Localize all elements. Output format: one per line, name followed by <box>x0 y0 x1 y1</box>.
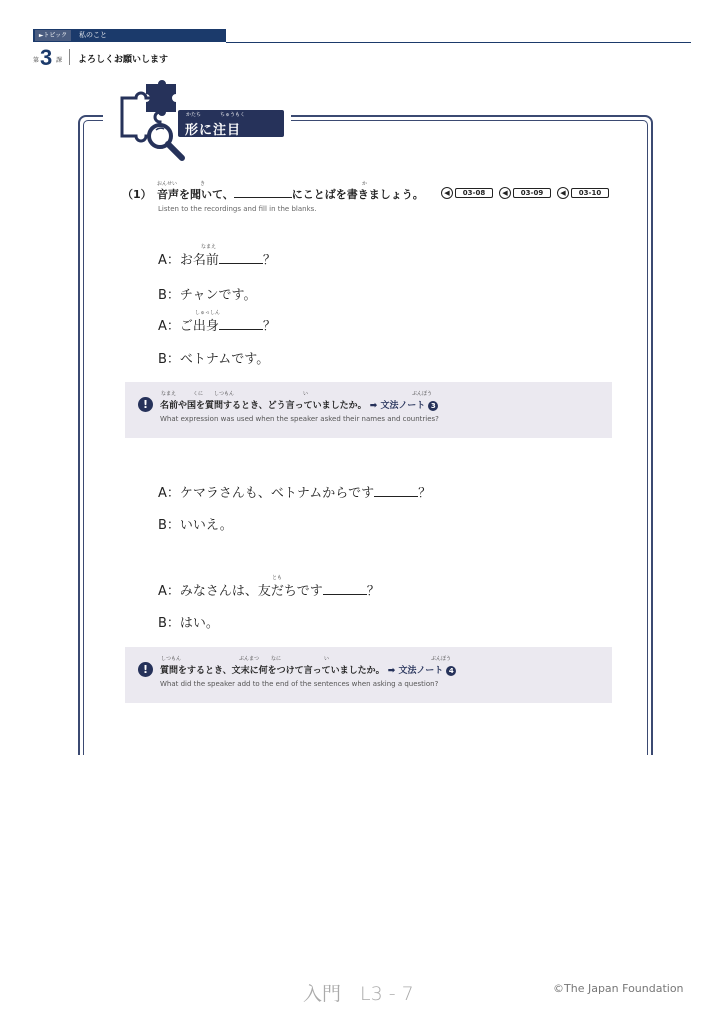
speaker-icon: ◀ <box>499 187 511 199</box>
ruby: い <box>303 391 309 397</box>
ruby: ぶんまつ <box>239 656 260 662</box>
ruby: ぶんぽう <box>412 391 433 397</box>
blank <box>374 483 418 497</box>
ruby: なまえ <box>201 244 217 250</box>
dialogue-line: A：みなさんは、友だちです ？ <box>158 580 380 599</box>
ruby: なに <box>271 656 282 662</box>
tip-text: 名前や国を質問するとき、どう言っていましたか。 ➡ 文法ノート 3 <box>160 398 438 411</box>
ruby: き <box>200 181 206 187</box>
audio-code: 03-09 <box>513 188 551 198</box>
ruby: おんせい <box>157 181 178 187</box>
speaker-icon: ◀ <box>557 187 569 199</box>
ruby: しつもん <box>214 391 235 397</box>
blank <box>219 316 263 330</box>
section-title: 形に注目 <box>185 123 242 138</box>
question-number: （1） <box>122 188 152 201</box>
header-rule <box>226 42 691 43</box>
ruby: とも <box>272 575 283 581</box>
ruby: しゅっしん <box>195 310 221 316</box>
ruby: しつもん <box>161 656 182 662</box>
audio-track[interactable] <box>557 187 609 199</box>
note-number: 3 <box>428 401 438 411</box>
lesson-ka: 課 <box>56 57 63 64</box>
note-number: 4 <box>446 666 456 676</box>
grammar-note-link[interactable]: ➡ 文法ノート 4 <box>388 666 457 676</box>
page-number: 入門 L3 - 7 <box>303 983 414 1005</box>
dialogue-line: A：お名前 ？ <box>158 249 276 268</box>
tip-english: What did the speaker add to the end of the sentences when asking a question? <box>160 680 439 688</box>
ruby: くに <box>193 391 204 397</box>
topic-title: 私のこと <box>79 31 107 39</box>
dialogue-line: A：ケマラさんも、ベトナムからです ？ <box>158 482 431 501</box>
audio-code: 03-10 <box>571 188 609 198</box>
question-english: Listen to the recordings and fill in the blanks. <box>158 205 317 213</box>
exclamation-icon: ! <box>138 397 153 412</box>
question-text: 音声を聞いて、 にことばを書きましょう。 <box>157 188 424 201</box>
topic-bar <box>33 29 226 42</box>
audio-track[interactable] <box>441 187 493 199</box>
arrow-right-icon: ➡ <box>387 666 396 676</box>
grammar-note-link[interactable]: ➡ 文法ノート 3 <box>370 401 439 411</box>
tip-text: 質問をするとき、文末に何をつけて言っていましたか。 ➡ 文法ノート 4 <box>160 663 456 676</box>
audio-code: 03-08 <box>455 188 493 198</box>
blank <box>219 250 263 264</box>
dialogue-line: B：チャンです。 <box>158 288 257 303</box>
speaker-icon: ◀ <box>441 187 453 199</box>
ruby: か <box>362 181 368 187</box>
topic-tag: ►トピック <box>35 30 71 41</box>
grammar-tip <box>125 647 612 703</box>
audio-track[interactable] <box>499 187 551 199</box>
lesson-title: よろしくお願いします <box>78 55 169 65</box>
dialogue-line: B：ベトナムです。 <box>158 352 270 367</box>
dialogue-line: A：ご出身 ？ <box>158 315 276 334</box>
tip-english: What expression was used when the speaker asked their names and countries? <box>160 415 439 423</box>
lesson-dai: 第 <box>33 57 40 64</box>
copyright: ©The Japan Foundation <box>553 982 684 995</box>
lesson-divider <box>69 49 70 65</box>
ruby: い <box>324 656 330 662</box>
lesson-number: 3 <box>40 45 53 70</box>
grammar-tip <box>125 382 612 438</box>
dialogue-line: B：いいえ。 <box>158 518 233 533</box>
blank <box>323 581 367 595</box>
ruby: なまえ <box>161 391 177 397</box>
dialogue-line: B：はい。 <box>158 616 219 631</box>
exclamation-icon: ! <box>138 662 153 677</box>
ruby: ぶんぽう <box>431 656 452 662</box>
arrow-right-icon: ➡ <box>369 401 378 411</box>
blank <box>234 187 292 198</box>
